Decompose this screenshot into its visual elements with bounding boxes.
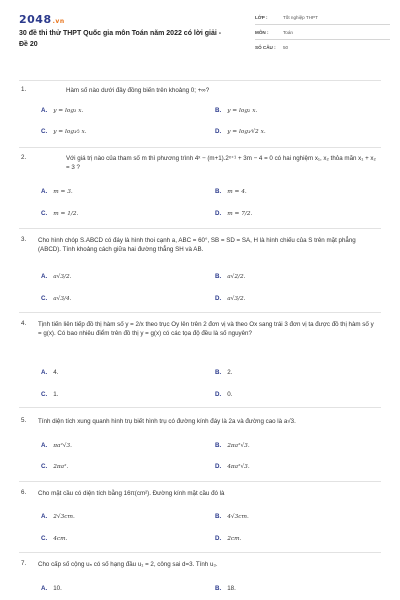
question-5 xyxy=(19,417,381,479)
question-4 xyxy=(19,320,381,410)
meta-row-subject xyxy=(255,27,390,40)
option-b[interactable] xyxy=(215,441,250,451)
option-label: A. xyxy=(41,369,48,376)
option-value: m = 4. xyxy=(227,189,247,195)
option-value: m = 3. xyxy=(53,189,73,195)
option-c[interactable] xyxy=(41,462,68,472)
option-a[interactable] xyxy=(41,368,58,377)
option-a[interactable] xyxy=(41,106,83,116)
divider xyxy=(19,80,381,81)
option-value: 18. xyxy=(227,585,236,592)
meta-value: Tốt nghiệp THPT xyxy=(283,15,318,20)
divider xyxy=(19,228,381,229)
option-label: D. xyxy=(215,210,222,217)
meta-row-count xyxy=(255,42,390,54)
option-label: B. xyxy=(215,442,222,449)
question-number: 7. xyxy=(21,560,27,567)
option-b[interactable] xyxy=(215,512,249,522)
option-value: 4. xyxy=(53,369,59,376)
option-a[interactable] xyxy=(41,512,75,522)
option-d[interactable] xyxy=(215,462,250,472)
option-value: 10. xyxy=(53,585,62,592)
option-value: a√2/2. xyxy=(227,274,246,280)
option-label: C. xyxy=(41,210,48,217)
question-number: 2. xyxy=(21,154,27,161)
question-number: 3. xyxy=(21,236,27,243)
option-label: B. xyxy=(215,369,222,376)
option-b[interactable] xyxy=(215,272,246,282)
option-a[interactable] xyxy=(41,272,72,282)
option-label: B. xyxy=(215,585,222,592)
question-6 xyxy=(19,489,381,551)
option-label: D. xyxy=(215,463,222,470)
option-d[interactable] xyxy=(215,534,241,544)
option-c[interactable] xyxy=(41,390,58,399)
option-value: πa²√3. xyxy=(53,443,73,449)
option-value: 2. xyxy=(227,369,233,376)
option-b[interactable] xyxy=(215,584,236,593)
option-value: 2πa²√3. xyxy=(227,443,250,449)
option-c[interactable] xyxy=(41,534,67,544)
meta-row-class xyxy=(255,12,390,25)
document-title: 30 đề thi thử THPT Quốc gia môn Toán năm 2022 có lời giải - Đề 20 xyxy=(19,30,222,48)
option-c[interactable] xyxy=(41,127,87,137)
divider xyxy=(19,147,381,148)
option-c[interactable] xyxy=(41,209,78,219)
option-value: a√3/4. xyxy=(53,296,72,302)
logo-suffix: .vn xyxy=(52,18,65,25)
option-value: 4πa²√3. xyxy=(227,464,250,470)
option-label: C. xyxy=(41,463,48,470)
option-value: a√3/2. xyxy=(227,296,246,302)
option-value: a√3/2. xyxy=(53,274,72,280)
option-d[interactable] xyxy=(215,294,246,304)
question-number: 5. xyxy=(21,417,27,424)
option-label: A. xyxy=(41,585,48,592)
divider xyxy=(19,552,381,553)
question-text: Cho hình chóp S.ABCD có đáy là hình thoi cạnh a, ABC = 60°, SB = SD = SA, H là hình chiếu của S trên mặt phẳng (ABCD). Tính khoảng cách giữa hai đường thẳng SH và AB. xyxy=(38,237,356,253)
option-label: B. xyxy=(215,188,222,195)
question-text: Hàm số nào dưới đây đồng biến trên khoảng 0; +∞? xyxy=(66,87,210,94)
option-label: D. xyxy=(215,535,222,542)
option-d[interactable] xyxy=(215,390,232,399)
question-1 xyxy=(19,86,381,156)
option-value: 0. xyxy=(227,391,233,398)
option-d[interactable] xyxy=(215,127,266,137)
question-number: 1. xyxy=(21,86,27,93)
logo-main: 2048 xyxy=(19,13,52,26)
option-value: 4√3cm. xyxy=(227,514,249,520)
option-label: A. xyxy=(41,188,48,195)
option-label: A. xyxy=(41,273,48,280)
option-value: 2πa². xyxy=(53,464,69,470)
option-label: D. xyxy=(215,391,222,398)
option-d[interactable] xyxy=(215,209,252,219)
option-value: y = log₃ x. xyxy=(53,108,84,114)
divider xyxy=(19,312,381,313)
site-logo[interactable] xyxy=(19,13,65,26)
question-number: 4. xyxy=(21,320,27,327)
document-header xyxy=(0,0,400,62)
question-text: Tịnh tiến liên tiếp đồ thị hàm số y = 2/x theo trục Oy lên trên 2 đơn vị và theo Ox sang trái 3 đơn vị ta được đồ thị hàm số y = g(x). Có bao nhiêu điểm trên đồ thị y = g(x) có các tọa độ đều là số nguyên? xyxy=(38,321,374,337)
option-value: 2√3cm. xyxy=(53,514,75,520)
option-label: C. xyxy=(41,391,48,398)
option-label: B. xyxy=(215,513,222,520)
divider xyxy=(19,407,381,408)
option-b[interactable] xyxy=(215,187,247,197)
option-value: m = 7/2. xyxy=(227,211,253,217)
option-b[interactable] xyxy=(215,368,232,377)
divider xyxy=(19,481,381,482)
option-value: 2cm. xyxy=(227,536,242,542)
meta-value: Toán xyxy=(283,30,293,35)
option-value: y = log₁⁄√2 x. xyxy=(227,129,266,135)
option-label: C. xyxy=(41,295,48,302)
option-label: D. xyxy=(215,128,222,135)
option-label: C. xyxy=(41,128,48,135)
option-value: y = log₂ x. xyxy=(227,108,258,114)
meta-key: LỚP : xyxy=(255,15,268,20)
option-label: A. xyxy=(41,442,48,449)
question-3 xyxy=(19,236,381,318)
option-a[interactable] xyxy=(41,187,73,197)
option-label: A. xyxy=(41,107,48,114)
option-label: B. xyxy=(215,273,222,280)
meta-value: 50 xyxy=(283,45,289,50)
option-label: A. xyxy=(41,513,48,520)
option-b[interactable] xyxy=(215,106,257,116)
question-7 xyxy=(19,560,381,598)
option-label: B. xyxy=(215,107,222,114)
option-c[interactable] xyxy=(41,294,72,304)
option-value: 1. xyxy=(53,391,59,398)
option-value: m = 1/2. xyxy=(53,211,79,217)
option-a[interactable] xyxy=(41,441,72,451)
option-label: D. xyxy=(215,295,222,302)
question-text: Cho cấp số cộng uₙ có số hạng đầu u₁ = 2, công sai d=3. Tính u₃. xyxy=(38,561,218,568)
option-label: C. xyxy=(41,535,48,542)
option-value: y = log₁⁄₂ x. xyxy=(53,129,87,135)
question-text: Tính diện tích xung quanh hình trụ biết hình trụ có đường kính đáy là 2a và đường cao là a√3. xyxy=(38,418,296,425)
option-value: 4cm. xyxy=(53,536,68,542)
question-2 xyxy=(19,154,381,234)
question-number: 6. xyxy=(21,489,27,496)
meta-key: SỐ CÂU : xyxy=(255,45,276,50)
question-text: Với giá trị nào của tham số m thì phương trình 4ˣ − (m+1).2ˣ⁺¹ + 3m − 4 = 0 có hai nghiệm x₁, x₂ thỏa mãn x₁ + x₂ = 3 ? xyxy=(66,155,376,171)
question-text: Cho mặt cầu có diện tích bằng 16π(cm²). Đường kính mặt cầu đó là xyxy=(38,490,225,497)
option-a[interactable] xyxy=(41,584,62,593)
meta-key: MÔN : xyxy=(255,30,269,35)
